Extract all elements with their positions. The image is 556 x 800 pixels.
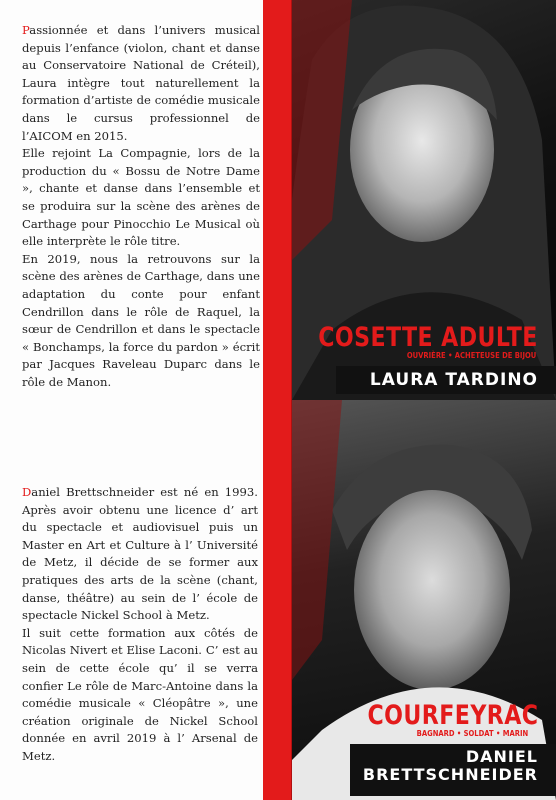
dropcap: D bbox=[22, 485, 32, 499]
bio1-paragraph-2: Elle rejoint La Compagnie, lors de la production du « Bossu de Notre Dame », chante et danse dans l’ensemble et se produira sur la scène des arènes de Carthage pour Pinocchio Le Musical où elle interprète le rôle titre. bbox=[22, 146, 260, 249]
bio-daniel-brettschneider bbox=[22, 484, 258, 766]
actor-name-laura: LAURA TARDINO bbox=[336, 366, 556, 394]
dropcap: P bbox=[22, 23, 30, 37]
bio2-paragraph-2: Il suit cette formation aux côtés de Nicolas Nivert et Elise Laconi. C’ est au sein de cette école qu’ il se verra confier Le rôle de Marc-Antoine dans la comédie musicale « Cléopâtre », une création originale de Nickel School donnée en avril 2019 à l’ Arsenal de Metz. bbox=[22, 625, 258, 763]
portrait-illustration bbox=[292, 400, 556, 800]
role-subtitle-courfeyrac: BAGNARD • SOLDAT • MARIN bbox=[416, 729, 528, 738]
bio-laura-tardino bbox=[22, 22, 260, 391]
portrait-photo-daniel bbox=[292, 400, 556, 800]
bio2-paragraph-1: Daniel Brettschneider est né en 1993. Après avoir obtenu une licence d’ art du spectacle et audiovisuel puis un Master en Art et Culture à l’ Université de Metz, il décide de se former aux pratiques des arts de la scène (chant, danse, théâtre) au sein de l’ école de spectacle Nickel School à Metz. bbox=[22, 485, 258, 623]
role-title-cosette: COSETTE ADULTE bbox=[318, 322, 538, 353]
actor-name-daniel bbox=[350, 744, 556, 796]
actor-first-name: DANIEL bbox=[465, 747, 538, 766]
role-title-courfeyrac: COURFEYRAC bbox=[367, 700, 538, 731]
bio1-paragraph-3: En 2019, nous la retrouvons sur la scène des arènes de Carthage, dans une adaptation du conte pour enfant Cendrillon dans le rôle de Raquel, la sœur de Cendrillon et dans le spectacle « Bonchamps, la force du pardon » écrit par Jacques Raveleau Duparc dans le rôle de Manon. bbox=[22, 251, 260, 389]
bio1-paragraph-1: Passionnée et dans l’univers musical depuis l’enfance (violon, chant et danse au Conservatoire National de Créteil), Laura intègre tout naturellement la formation d’artiste de comédie musicale dans le cursus professionnel de l’AICOM en 2015. bbox=[22, 23, 260, 143]
actor-last-name: BRETTSCHNEIDER bbox=[362, 765, 538, 784]
role-subtitle-cosette: OUVRIÈRE • ACHETEUSE DE BIJOU bbox=[406, 351, 536, 360]
